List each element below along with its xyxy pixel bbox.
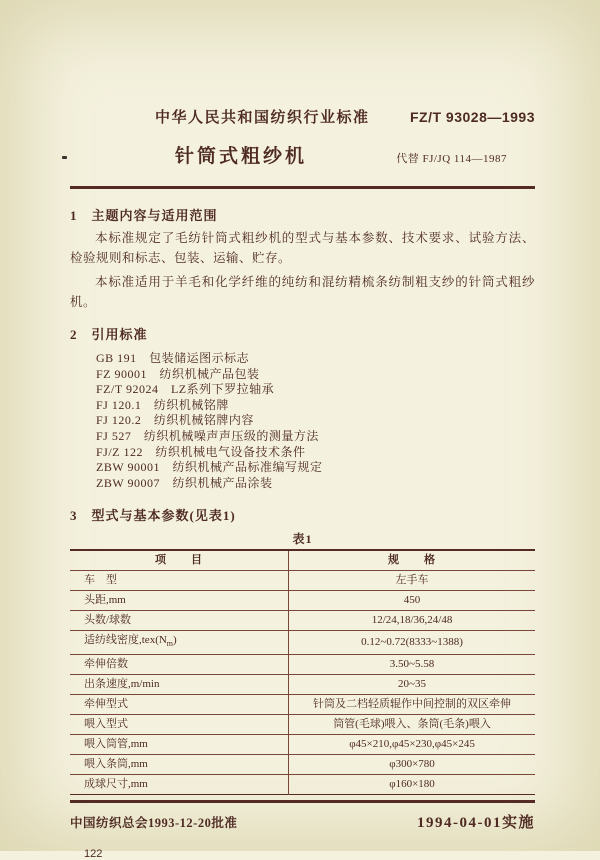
table-cell-item: 喂入条筒,mm — [70, 754, 289, 774]
table-row — [70, 714, 535, 734]
list-item: GB 191 包装储运图示标志 — [96, 351, 250, 365]
table-row — [70, 774, 535, 794]
document-title: 针筒式粗纱机 — [175, 146, 308, 167]
table-cell-item: 头距,mm — [70, 591, 289, 611]
header-rule — [70, 186, 535, 189]
document-header-title-row — [70, 141, 535, 168]
reference-standards-list — [96, 351, 535, 491]
table-row — [70, 694, 535, 714]
table-cell-spec: 450 — [289, 591, 535, 611]
table-cell-spec: 0.12~0.72(8333~1388) — [289, 631, 535, 654]
section-2-heading: 2 引用标准 — [70, 327, 148, 342]
table-cell-spec: 针筒及二档轻质辊作中间控制的双区牵伸 — [289, 694, 535, 714]
table-cell-spec: 3.50~5.58 — [289, 654, 535, 674]
table-row — [70, 654, 535, 674]
table-caption: 表1 — [292, 532, 313, 547]
list-item: FJ 120.2 纺织机械铭牌内容 — [96, 413, 254, 428]
standard-org-title: 中华人民共和国纺织行业标准 — [155, 110, 370, 126]
standard-number: FZ/T 93028—1993 — [409, 109, 535, 125]
table-cell-spec: φ160×180 — [389, 777, 435, 790]
page-number: 122 — [84, 848, 103, 860]
list-item: FJ/Z 122 纺织机械电气设备技术条件 — [96, 444, 306, 459]
list-item: ZBW 90001 纺织机械产品标准编写规定 — [96, 460, 323, 475]
replaces-note: 代替 FJ/JQ 114—1987 — [396, 153, 507, 165]
table-cell-spec: 12/24,18/36,24/48 — [289, 611, 535, 631]
item-text: 适纺线密度,tex(N — [84, 634, 167, 647]
document-header-top — [70, 106, 535, 127]
list-item: FJ 527 纺织机械噪声声压级的测量方法 — [96, 428, 319, 443]
parameters-table — [70, 549, 535, 794]
table-cell-spec: 筒管(毛球)喂入、条筒(毛条)喂入 — [289, 714, 535, 734]
section-1-paragraph-1: 本标准规定了毛纺针筒式粗纱机的型式与基本参数、技术要求、试验方法、检验规则和标志、包装、运输、贮存。 — [70, 231, 535, 265]
item-text: ) — [173, 634, 177, 647]
table-cell-spec: φ300×780 — [289, 754, 535, 774]
table-cell-item: 成球尺寸,mm — [70, 774, 289, 794]
table-cell-item — [70, 631, 289, 654]
table-cell-item: 喂入型式 — [70, 714, 289, 734]
list-item: FZ/T 92024 LZ系列下罗拉轴承 — [96, 382, 275, 397]
table-row — [70, 734, 535, 754]
table-cell-spec: φ45×210,φ45×230,φ45×245 — [289, 734, 535, 754]
table-cell-item: 牵伸倍数 — [70, 654, 289, 674]
table-cell-item: 头数/球数 — [70, 611, 289, 631]
table-cell-item: 喂入筒管,mm — [70, 734, 289, 754]
list-item: ZBW 90007 纺织机械产品涂装 — [96, 475, 273, 490]
section-1-paragraph-2: 本标准适用于羊毛和化学纤维的纯纺和混纺精梳条纺制粗支纱的针筒式粗纱机。 — [70, 275, 535, 309]
list-item: FZ 90001 纺织机械产品包装 — [96, 366, 260, 381]
scan-artifact-mark — [62, 156, 67, 159]
table-header-row — [70, 550, 535, 571]
table-cell-spec: 左手车 — [289, 571, 535, 591]
table-row — [70, 754, 535, 774]
footer-rule — [70, 800, 535, 804]
section-3-heading: 3 型式与基本参数(见表1) — [70, 508, 236, 524]
table-cell-spec: 20~35 — [289, 674, 535, 694]
table-row — [70, 674, 535, 694]
table-cell-item: 出条速度,m/min — [70, 674, 289, 694]
approval-note: 中国纺织总会1993-12-20批准 — [70, 816, 238, 831]
table-row — [70, 571, 535, 591]
list-item: FJ 120.1 纺织机械铭牌 — [96, 397, 229, 412]
table-row — [70, 611, 535, 631]
table-header-spec: 规 格 — [289, 550, 535, 571]
implementation-date: 1994-04-01实施 — [417, 815, 535, 832]
table-row — [70, 591, 535, 611]
table-header-item: 项 目 — [70, 550, 289, 571]
table-cell-item: 车 型 — [70, 571, 289, 591]
document-footer — [70, 811, 535, 832]
table-row — [70, 631, 535, 654]
section-1-heading: 1 主题内容与适用范围 — [70, 208, 218, 223]
table-cell-item: 牵伸型式 — [70, 694, 289, 714]
item-subscript: m — [166, 639, 174, 649]
